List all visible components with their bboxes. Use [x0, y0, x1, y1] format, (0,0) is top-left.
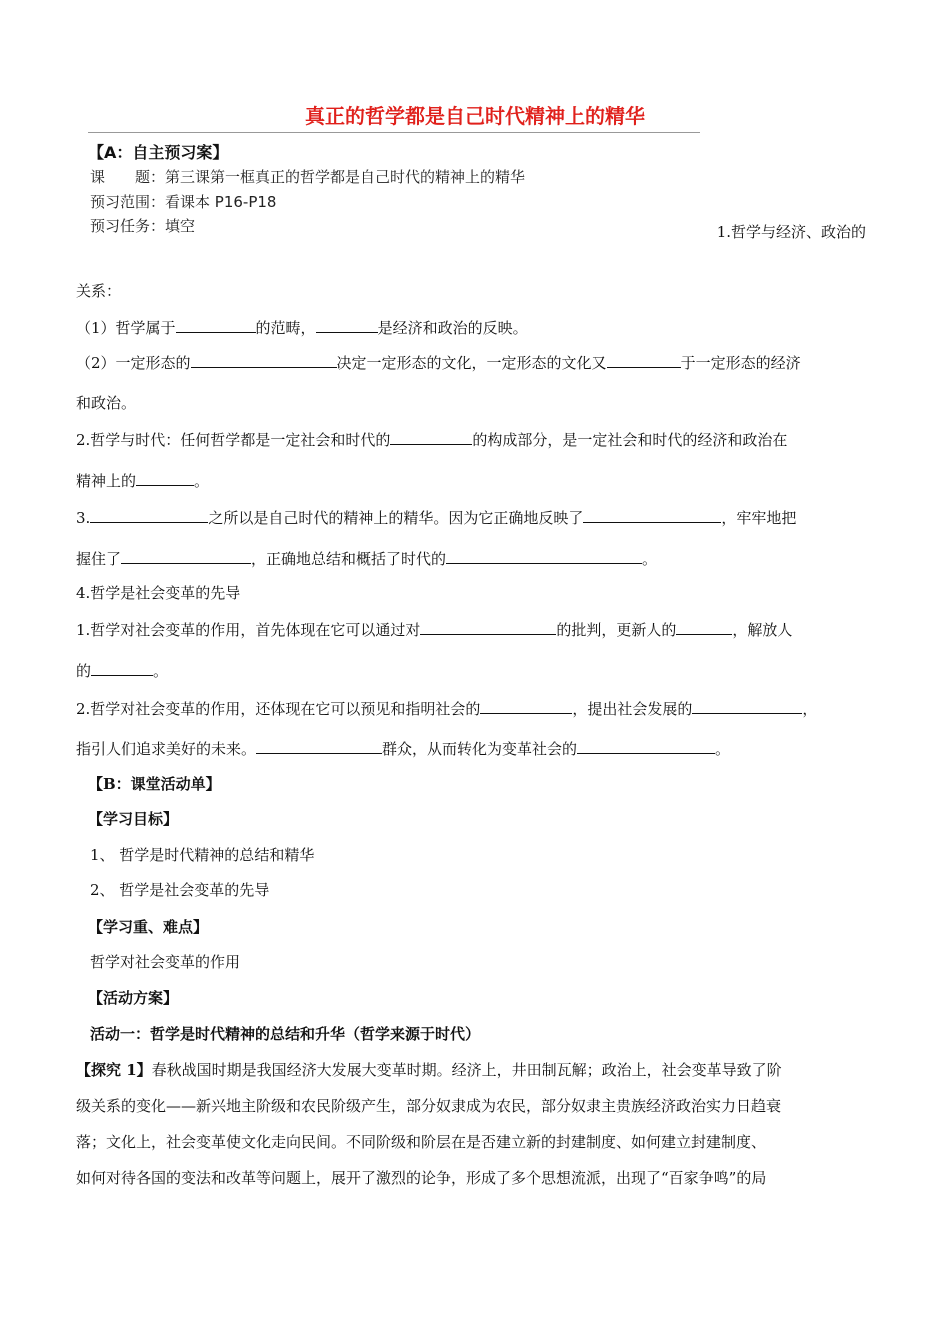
goals-header: 【学习目标】 [88, 810, 179, 828]
goal-2: 2、 哲学是社会变革的先导 [90, 881, 270, 899]
q2: 2.哲学与时代：任何哲学都是一定社会和时代的 的构成部分，是一定社会和时代的经济和政治在 [76, 428, 787, 450]
q1-1: （1）哲学属于 的范畴， 是经济和政治的反映。 [76, 316, 528, 338]
blank[interactable] [316, 316, 378, 333]
blank[interactable] [256, 737, 382, 754]
key-points-text: 哲学对社会变革的作用 [90, 953, 241, 971]
explore-1-line-4: 如何对待各国的变法和改革等问题上，展开了激烈的论争，形成了多个思想流派，出现了“百家争鸣”的局 [76, 1169, 767, 1187]
blank[interactable] [390, 428, 472, 445]
lesson-label: 课 题： [90, 168, 166, 186]
blank[interactable] [446, 547, 642, 564]
task-label: 预习任务： [90, 217, 166, 235]
blank[interactable] [577, 737, 715, 754]
blank[interactable] [692, 697, 802, 714]
blank[interactable] [90, 506, 208, 523]
q1-title-cont: 关系： [76, 282, 122, 300]
q3-cont: 握住了 ，正确地总结和概括了时代的 。 [76, 547, 657, 569]
q1-2: （2）一定形态的 决定一定形态的文化，一定形态的文化又 于一定形态的经济 [76, 351, 801, 373]
q4-1: 1.哲学对社会变革的作用，首先体现在它可以通过对 的批判，更新人的 ，解放人 [76, 618, 792, 640]
activity-plan-header: 【活动方案】 [88, 989, 179, 1007]
blank[interactable] [191, 351, 337, 368]
blank[interactable] [121, 547, 251, 564]
task-row [90, 215, 195, 236]
lesson-row [90, 166, 525, 187]
goal-1: 1、 哲学是时代精神的总结和精华 [90, 846, 315, 864]
range-label: 预习范围： [90, 193, 166, 211]
q4-2: 2.哲学对社会变革的作用，还体现在它可以预见和指明社会的 ，提出社会发展的 ， [76, 697, 817, 719]
explore-1-line-1: 【探究 1】春秋战国时期是我国经济大发展大变革时期。经济上，井田制瓦解；政治上，社会变革导致了阶 [76, 1061, 782, 1079]
q1-2-cont: 和政治。 [76, 394, 137, 412]
lesson-value: 第三课第一框真正的哲学都是自己时代的精神上的精华 [165, 168, 526, 186]
q3: 3. 之所以是自己时代的精神上的精华。因为它正确地反映了 ，牢牢地把 [76, 506, 796, 528]
blank[interactable] [420, 618, 556, 635]
range-value: 看课本 P16-P18 [165, 193, 277, 211]
explore-1-line-3: 落；文化上，社会变革使文化走向民间。不同阶级和阶层在是否建立新的封建制度、如何建立封建制度、 [76, 1133, 767, 1151]
blank[interactable] [583, 506, 721, 523]
page-title: 真正的哲学都是自己时代精神上的精华 [305, 104, 645, 128]
explore-1-label: 【探究 1】 [76, 1061, 152, 1079]
blank[interactable] [480, 697, 572, 714]
blank[interactable] [676, 618, 732, 635]
q4-1-cont: 的 。 [76, 659, 168, 681]
section-b-header: 【B：课堂活动单】 [88, 775, 221, 793]
section-a-header: 【A：自主预习案】 [88, 143, 229, 162]
key-points-header: 【学习重、难点】 [88, 918, 209, 936]
q1-title: 1.哲学与经济、政治的 [716, 223, 866, 241]
q4: 4.哲学是社会变革的先导 [76, 584, 241, 602]
q4-2-cont: 指引人们追求美好的未来。 群众，从而转化为变革社会的 。 [76, 737, 730, 759]
q2-cont: 精神上的 。 [76, 469, 209, 491]
blank[interactable] [176, 316, 256, 333]
task-value: 填空 [165, 217, 196, 235]
title-divider [88, 132, 700, 133]
blank[interactable] [136, 469, 194, 486]
explore-1-line-2: 级关系的变化——新兴地主阶级和农民阶级产生，部分奴隶成为农民，部分奴隶主贵族经济政治实力日趋衰 [76, 1097, 782, 1115]
blank[interactable] [607, 351, 681, 368]
activity-1-title: 活动一：哲学是时代精神的总结和升华（哲学来源于时代） [90, 1025, 481, 1043]
range-row [90, 191, 276, 212]
blank[interactable] [91, 659, 153, 676]
